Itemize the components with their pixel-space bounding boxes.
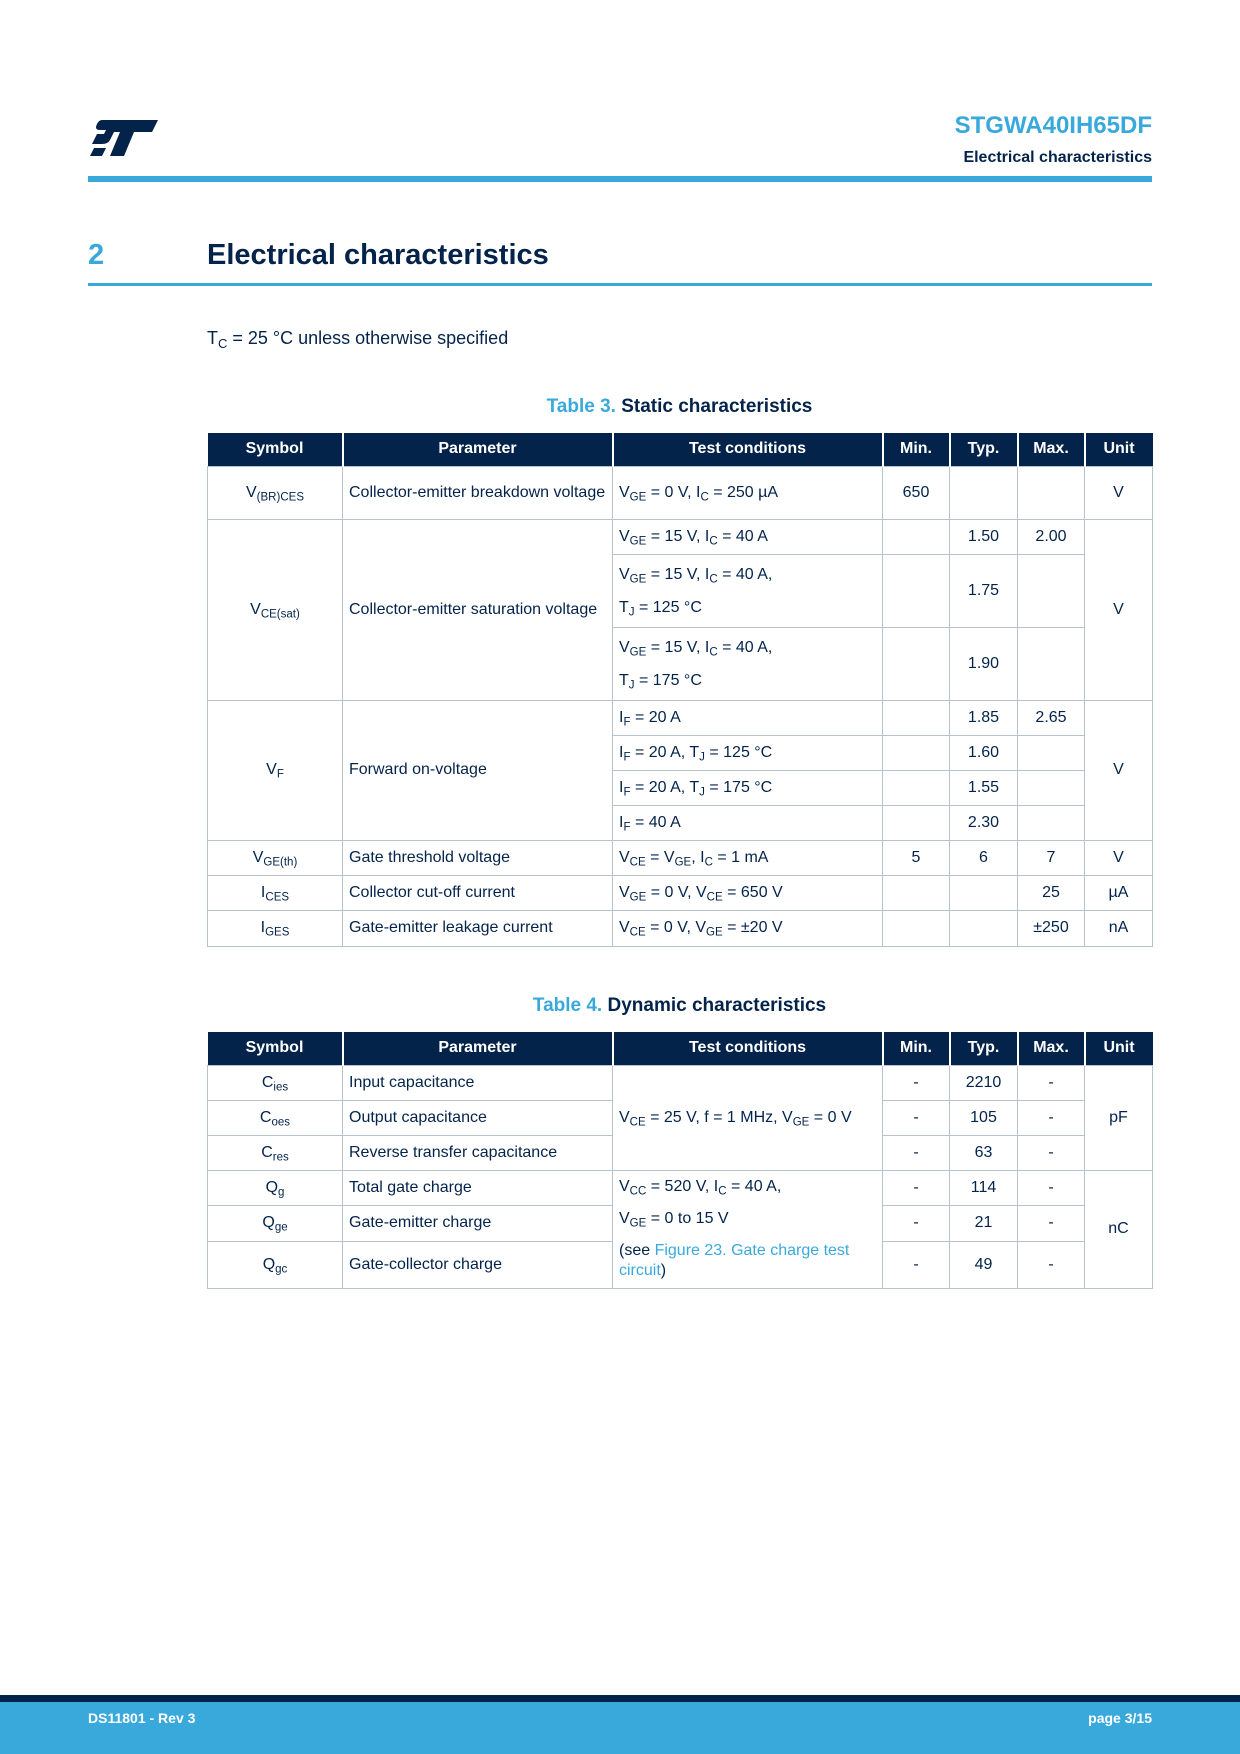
max-value	[1018, 466, 1085, 519]
max-value	[1018, 627, 1085, 700]
typ-value: 1.85	[950, 700, 1018, 735]
col-symbol: Symbol	[208, 1032, 343, 1065]
dynamic-characteristics-table	[207, 1032, 1153, 1289]
unit-value: nA	[1085, 910, 1153, 946]
test-condition: $V_{GE} = 15$ V, $I_C = 40$ A, $T_J = 125$ °C	[613, 554, 883, 627]
typ-value	[950, 466, 1018, 519]
table3-title: Static characteristics	[621, 396, 813, 417]
col-max: Max.	[1018, 1032, 1085, 1065]
unit-value: µA	[1085, 875, 1153, 910]
test-condition-note: $T_C = 25$ °C unless otherwise specified	[207, 328, 509, 351]
min-value	[883, 770, 950, 805]
test-condition: $V_{GE} = 0$ V, $V_{CE} = 650$ V	[613, 875, 883, 910]
min-value	[883, 735, 950, 770]
test-condition: $V_{GE} = 15$ V, $I_C = 40$ A	[613, 519, 883, 554]
test-condition: $V_{GE} = 0$ V, $I_C = 250$ µA	[613, 466, 883, 519]
param: Collector-emitter saturation voltage	[343, 519, 613, 700]
test-condition: $V_{CE} = 0$ V, $V_{GE} = \pm 20$ V	[613, 910, 883, 946]
min-value: -	[883, 1205, 950, 1241]
col-min: Min.	[883, 433, 950, 466]
param: Reverse transfer capacitance	[343, 1135, 613, 1170]
table-row	[208, 1065, 1153, 1100]
symbol-qgc: $Q_{gc}$	[208, 1241, 343, 1288]
max-value: -	[1018, 1135, 1085, 1170]
max-value	[1018, 735, 1085, 770]
param: Forward on-voltage	[343, 700, 613, 840]
param: Output capacitance	[343, 1100, 613, 1135]
test-condition: $I_F = 20$ A, $T_J = 125$ °C	[613, 735, 883, 770]
section-title: Electrical characteristics	[207, 239, 549, 271]
typ-value: 114	[950, 1170, 1018, 1205]
table4-title: Dynamic characteristics	[607, 995, 827, 1016]
max-value: 7	[1018, 840, 1085, 875]
symbol-iges: $I_{GES}$	[208, 910, 343, 946]
symbol-vf: $V_F$	[208, 700, 343, 840]
table3-caption	[207, 396, 1152, 418]
table-row	[208, 840, 1153, 875]
min-value	[883, 700, 950, 735]
min-value	[883, 875, 950, 910]
unit-value: V	[1085, 466, 1153, 519]
param: Collector-emitter breakdown voltage	[343, 466, 613, 519]
test-condition: $I_F = 40$ A	[613, 805, 883, 840]
min-value: 650	[883, 466, 950, 519]
typ-value: 2210	[950, 1065, 1018, 1100]
static-characteristics-table	[207, 433, 1153, 947]
min-value: -	[883, 1135, 950, 1170]
footer-doc-id: DS11801 - Rev 3	[88, 1710, 196, 1726]
symbol-qg: $Q_g$	[208, 1170, 343, 1205]
param: Gate threshold voltage	[343, 840, 613, 875]
max-value: -	[1018, 1100, 1085, 1135]
symbol-cres: $C_{res}$	[208, 1135, 343, 1170]
unit-value: V	[1085, 519, 1153, 700]
symbol-ices: $I_{CES}$	[208, 875, 343, 910]
symbol-qge: $Q_{ge}$	[208, 1205, 343, 1241]
typ-value: 1.55	[950, 770, 1018, 805]
max-value: 25	[1018, 875, 1085, 910]
unit-value: nC	[1085, 1170, 1153, 1288]
typ-value: 105	[950, 1100, 1018, 1135]
test-condition: $V_{CE} = V_{GE}$, $I_C = 1$ mA	[613, 840, 883, 875]
min-value	[883, 554, 950, 627]
table4-caption	[207, 995, 1152, 1017]
min-value: 5	[883, 840, 950, 875]
unit-value: V	[1085, 840, 1153, 875]
symbol-cies: $C_{ies}$	[208, 1065, 343, 1100]
symbol-coes: $C_{oes}$	[208, 1100, 343, 1135]
max-value	[1018, 770, 1085, 805]
param: Input capacitance	[343, 1065, 613, 1100]
typ-value: 1.50	[950, 519, 1018, 554]
max-value	[1018, 554, 1085, 627]
test-condition: $V_{CE} = 25$ V, f = 1 MHz, $V_{GE} = 0$ V	[613, 1065, 883, 1170]
unit-value: pF	[1085, 1065, 1153, 1170]
table-row	[208, 875, 1153, 910]
col-unit: Unit	[1085, 433, 1153, 466]
typ-value: 1.75	[950, 554, 1018, 627]
typ-value: 21	[950, 1205, 1018, 1241]
test-condition: $I_F = 20$ A, $T_J = 175$ °C	[613, 770, 883, 805]
min-value: -	[883, 1100, 950, 1135]
typ-value: 6	[950, 840, 1018, 875]
col-min: Min.	[883, 1032, 950, 1065]
typ-value: 1.60	[950, 735, 1018, 770]
header-section: Electrical characteristics	[963, 149, 1152, 166]
min-value: -	[883, 1065, 950, 1100]
col-parameter: Parameter	[343, 433, 613, 466]
col-typ: Typ.	[950, 1032, 1018, 1065]
table-header-row	[208, 433, 1153, 466]
max-value	[1018, 805, 1085, 840]
test-condition: $I_F = 20$ A	[613, 700, 883, 735]
min-value: -	[883, 1170, 950, 1205]
max-value: -	[1018, 1170, 1085, 1205]
header-rule	[88, 176, 1152, 182]
symbol-vgeth: $V_{GE(th)}$	[208, 840, 343, 875]
typ-value: 63	[950, 1135, 1018, 1170]
max-value: ±250	[1018, 910, 1085, 946]
footer-page-number: page 3/15	[1088, 1710, 1152, 1726]
table-header-row	[208, 1032, 1153, 1065]
max-value: -	[1018, 1065, 1085, 1100]
table-row	[208, 466, 1153, 519]
min-value	[883, 910, 950, 946]
table-row	[208, 700, 1153, 735]
test-condition: $V_{GE} = 15$ V, $I_C = 40$ A, $T_J = 175$ °C	[613, 627, 883, 700]
col-unit: Unit	[1085, 1032, 1153, 1065]
st-logo	[88, 118, 160, 158]
table3-number: Table 3.	[546, 396, 616, 417]
col-typ: Typ.	[950, 433, 1018, 466]
typ-value: 2.30	[950, 805, 1018, 840]
max-value: -	[1018, 1205, 1085, 1241]
col-symbol: Symbol	[208, 433, 343, 466]
section-number: 2	[88, 239, 105, 271]
table4-number: Table 4.	[532, 995, 603, 1016]
max-value: 2.65	[1018, 700, 1085, 735]
typ-value	[950, 875, 1018, 910]
col-test-conditions: Test conditions	[613, 1032, 883, 1065]
min-value	[883, 519, 950, 554]
param: Gate-collector charge	[343, 1241, 613, 1288]
min-value	[883, 805, 950, 840]
param: Gate-emitter leakage current	[343, 910, 613, 946]
section-rule	[88, 283, 1152, 286]
header-part-number: STGWA40IH65DF	[954, 112, 1152, 139]
unit-value: V	[1085, 700, 1153, 840]
max-value: 2.00	[1018, 519, 1085, 554]
table-row	[208, 519, 1153, 554]
typ-value	[950, 910, 1018, 946]
table-row	[208, 1170, 1153, 1205]
min-value: -	[883, 1241, 950, 1288]
col-max: Max.	[1018, 433, 1085, 466]
param: Collector cut-off current	[343, 875, 613, 910]
param: Gate-emitter charge	[343, 1205, 613, 1241]
min-value	[883, 627, 950, 700]
max-value: -	[1018, 1241, 1085, 1288]
symbol-vbrces: $V_{(BR)CES}$	[208, 466, 343, 519]
col-test-conditions: Test conditions	[613, 433, 883, 466]
typ-value: 49	[950, 1241, 1018, 1288]
table-row	[208, 910, 1153, 946]
figure-23-link[interactable]: Figure 23. Gate charge test circuit	[619, 1241, 850, 1279]
typ-value: 1.90	[950, 627, 1018, 700]
footer-stripe	[0, 1695, 1240, 1702]
col-parameter: Parameter	[343, 1032, 613, 1065]
symbol-vcesat: $V_{CE(sat)}$	[208, 519, 343, 700]
test-condition: $V_{CC} = 520$ V, $I_C = 40$ A, $V_{GE} = 0$ to 15 V (see Figure 23. Gate charge test circuit)	[613, 1170, 883, 1288]
param: Total gate charge	[343, 1170, 613, 1205]
